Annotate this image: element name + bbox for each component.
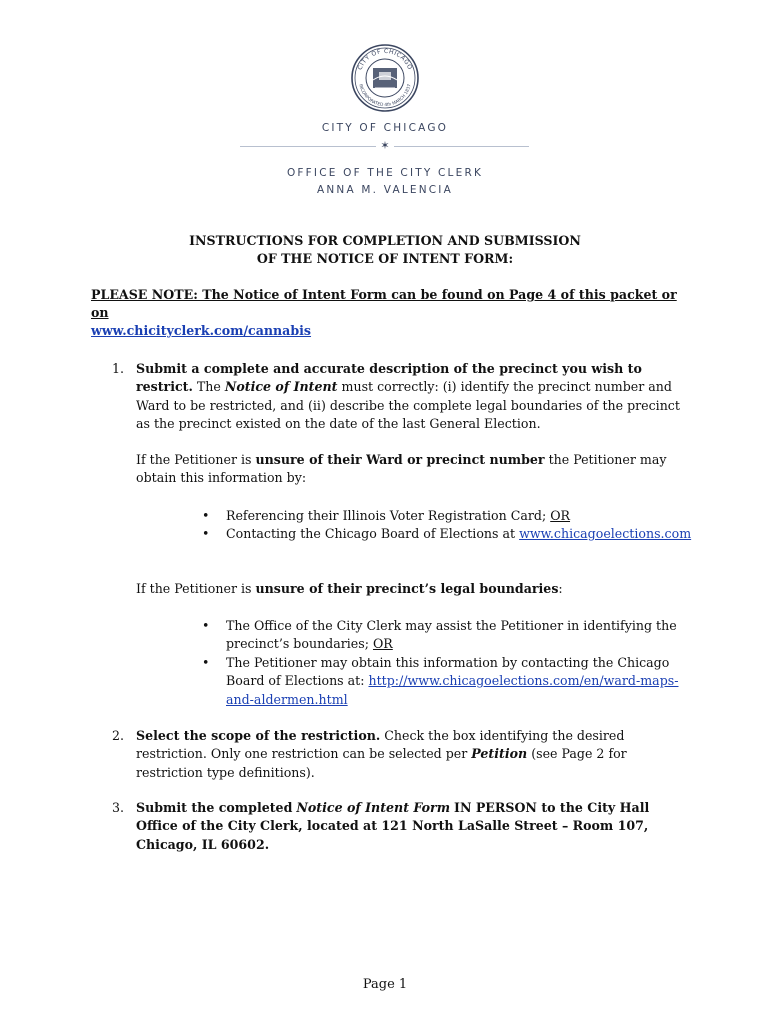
ward-bullet-1	[202, 507, 692, 525]
bullet-dot-icon: •	[202, 654, 210, 670]
chicagoelections-link[interactable]: www.chicagoelections.com	[519, 526, 692, 542]
instructions-heading-line1: INSTRUCTIONS FOR COMPLETION AND SUBMISSION	[189, 233, 581, 248]
ward-bullet-list	[202, 507, 692, 544]
seal-text-bottom: INCORPORATED 4th MARCH 1837	[357, 83, 413, 109]
ward-bullet-1-text: Referencing their Illinois Voter Registration Card;	[226, 508, 547, 523]
step-3-number: 3.	[112, 800, 125, 815]
step-3-em: Notice of Intent Form	[296, 800, 451, 815]
boundaries-bullet-1-text: The Office of the City Clerk may assist the Petitioner in identifying the precinct’s boundaries;	[226, 618, 677, 652]
please-note	[91, 286, 691, 340]
step-2-number: 2.	[112, 728, 125, 743]
boundaries-paragraph	[136, 580, 696, 598]
page-number: Page 1	[362, 977, 408, 992]
ward-bullet-1-suffix: OR	[550, 508, 571, 523]
step-1-pre: The	[196, 379, 221, 395]
boundaries-bullet-2	[202, 654, 692, 709]
letterhead-office: OFFICE OF THE CITY CLERK	[286, 167, 484, 179]
step-2-bold: Select the scope of the restriction.	[136, 728, 381, 743]
step-3-bold2: IN PERSON to the City Hall Office of the City Clerk, located at 121 North LaSalle Street – Room 107, Chicago, IL 60602.	[136, 800, 650, 852]
step-1-number: 1.	[112, 361, 125, 376]
step-2-em: Petition	[471, 746, 528, 762]
seal-text-top: CITY OF CHICAGO	[356, 47, 414, 72]
step-3-bold1: Submit the completed	[136, 800, 293, 815]
ward-bullet-2-text: Contacting the Chicago Board of Elections at	[226, 526, 516, 542]
letterhead-city: CITY OF CHICAGO	[321, 122, 449, 134]
boundaries-bullet-1-suffix: OR	[372, 636, 393, 652]
bullet-dot-icon: •	[202, 618, 210, 633]
letterhead-clerk-name: ANNA M. VALENCIA	[317, 184, 453, 196]
ward-intro: If the Petitioner is	[136, 452, 252, 467]
ward-maps-link[interactable]: http://www.chicagoelections.com/en/ward-maps-and-aldermen.html	[226, 673, 679, 707]
ward-bullet-2	[202, 525, 692, 543]
step-2-text1: Check the box identifying the desired restriction. Only one restriction can be selected per	[136, 728, 625, 762]
cannabis-link[interactable]: www.chicityclerk.com/cannabis	[91, 323, 312, 338]
boundaries-rest: :	[558, 581, 563, 596]
step-1-text	[136, 360, 692, 434]
boundaries-bullet-1	[202, 617, 692, 654]
boundaries-intro: If the Petitioner is	[136, 581, 252, 596]
bullet-dot-icon: •	[202, 526, 210, 542]
step-2-text2: (see Page 2 for restriction type definitions).	[136, 746, 627, 780]
step-2-text	[136, 727, 692, 782]
bullet-dot-icon: •	[202, 508, 210, 523]
boundaries-bullet-2-text: The Petitioner may obtain this information by contacting the Chicago Board of Elections at:	[226, 654, 670, 689]
step-3-text	[136, 799, 692, 854]
please-note-text: PLEASE NOTE: The Notice of Intent Form can be found on Page 4 of this packet or on	[91, 287, 677, 320]
letterhead-rule-left	[240, 146, 376, 147]
instructions-heading-line2: OF THE NOTICE OF INTENT FORM:	[256, 251, 514, 266]
step-1-bold: Submit a complete and accurate description of the precinct you wish to restrict.	[136, 361, 642, 395]
ward-bold: unsure of their Ward or precinct number	[255, 452, 545, 467]
letterhead-star-icon: ✶	[380, 139, 390, 152]
letterhead-rule-right	[394, 146, 529, 147]
boundaries-bold: unsure of their precinct’s legal boundaries	[255, 581, 559, 596]
step-1-rest: must correctly: (i) identify the precinct number and Ward to be restricted, and (ii) describe the complete legal boundaries of the precinct as the precinct existed on the date of the last General Election.	[136, 379, 680, 432]
ward-rest: the Petitioner may obtain this information by:	[136, 452, 667, 486]
ward-paragraph	[136, 451, 696, 488]
boundaries-bullet-list	[202, 617, 692, 709]
city-seal-icon	[351, 44, 419, 112]
step-1-em: Notice of Intent	[224, 379, 338, 395]
